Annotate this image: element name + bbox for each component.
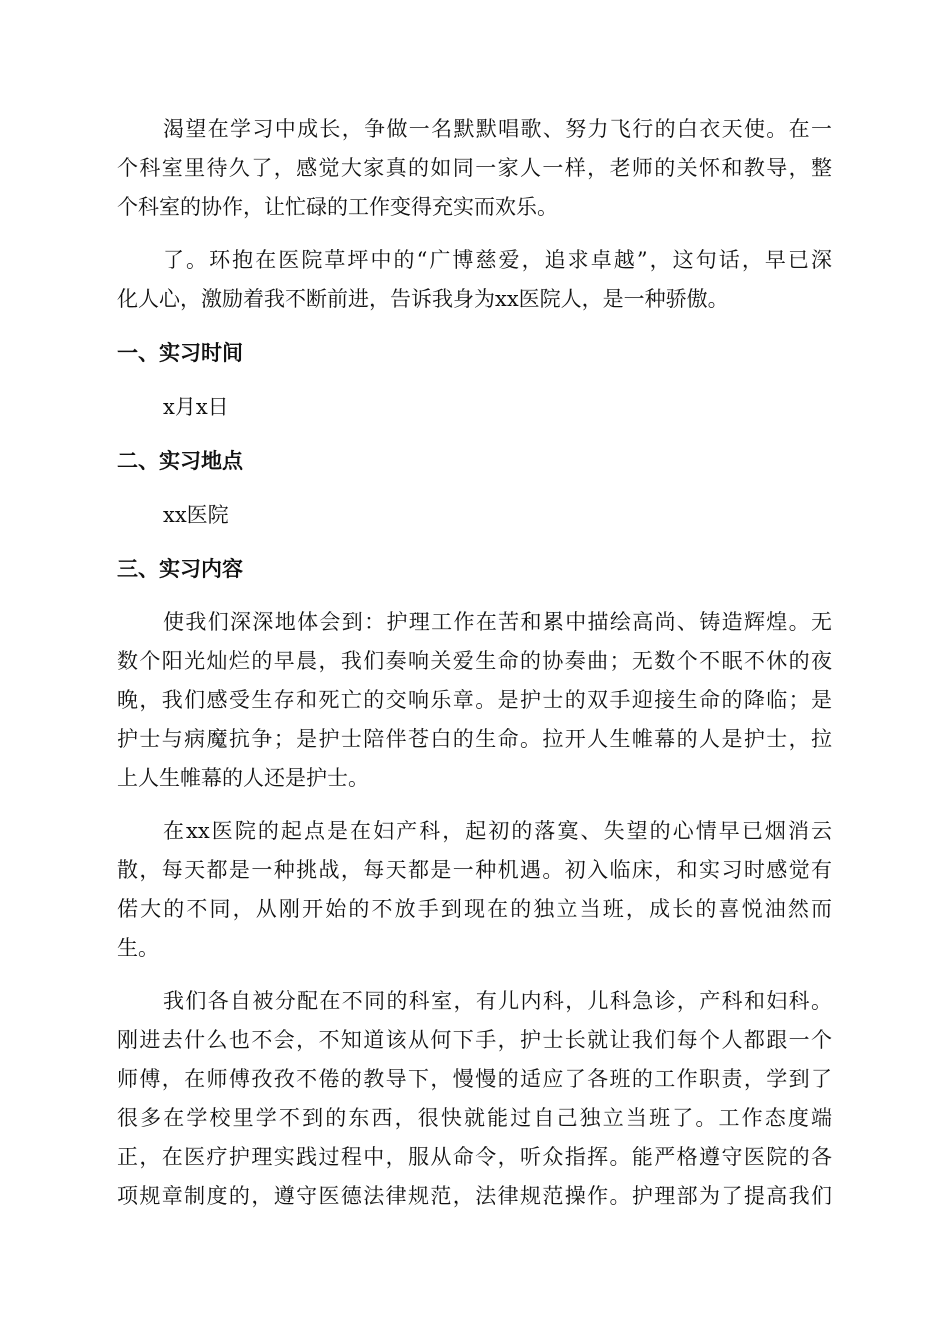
section-heading: 一、实习时间: [117, 341, 243, 365]
paragraph-line: 生。: [117, 936, 159, 960]
section-value: x月x日: [163, 395, 229, 419]
paragraph-line: 渴望在学习中成长，争做一名默默唱歌、努力飞行的白衣天使。在一: [163, 117, 832, 141]
paragraph-line: 晚，我们感受生存和死亡的交响乐章。是护士的双手迎接生命的降临；是: [117, 688, 832, 712]
paragraph-line: 项规章制度的，遵守医德法律规范，法律规范操作。护理部为了提高我们: [117, 1184, 832, 1208]
paragraph-line: 上人生帷幕的人还是护士。: [117, 766, 369, 790]
paragraph-line: 个科室的协作，让忙碌的工作变得充实而欢乐。: [117, 195, 558, 219]
paragraph-line: 散，每天都是一种挑战，每天都是一种机遇。初入临床，和实习时感觉有: [117, 858, 832, 882]
paragraph-line: 刚进去什么也不会，不知道该从何下手，护士长就让我们每个人都跟一个: [117, 1028, 832, 1052]
paragraph-line: 数个阳光灿烂的早晨，我们奏响关爱生命的协奏曲；无数个不眠不休的夜: [117, 649, 832, 673]
section-heading: 二、实习地点: [117, 449, 243, 473]
section-value: xx医院: [163, 503, 229, 527]
paragraph-line: 了。环抱在医院草坪中的“广博慈爱，追求卓越”，这句话，早已深: [163, 248, 832, 272]
section-heading: 三、实习内容: [117, 557, 243, 581]
paragraph-line: 我们各自被分配在不同的科室，有儿内科，儿科急诊，产科和妇科。: [163, 989, 832, 1013]
paragraph-line: 使我们深深地体会到：护理工作在苦和累中描绘高尚、铸造辉煌。无: [163, 610, 832, 634]
paragraph-line: 化人心，激励着我不断前进，告诉我身为xx医院人，是一种骄傲。: [117, 287, 729, 311]
paragraph-line: 护士与病魔抗争；是护士陪伴苍白的生命。拉开人生帷幕的人是护士，拉: [117, 727, 832, 751]
paragraph-line: 很多在学校里学不到的东西，很快就能过自己独立当班了。工作态度端: [117, 1106, 832, 1130]
paragraph-line: 个科室里待久了，感觉大家真的如同一家人一样，老师的关怀和教导，整: [117, 156, 832, 180]
paragraph-line: 师傅，在师傅孜孜不倦的教导下，慢慢的适应了各班的工作职责，学到了: [117, 1067, 832, 1091]
paragraph-line: 正，在医疗护理实践过程中，服从命令，听众指挥。能严格遵守医院的各: [117, 1145, 832, 1169]
paragraph-line: 偌大的不同，从刚开始的不放手到现在的独立当班，成长的喜悦油然而: [117, 897, 832, 921]
paragraph-line: 在xx医院的起点是在妇产科，起初的落寞、失望的心情早已烟消云: [163, 819, 832, 843]
